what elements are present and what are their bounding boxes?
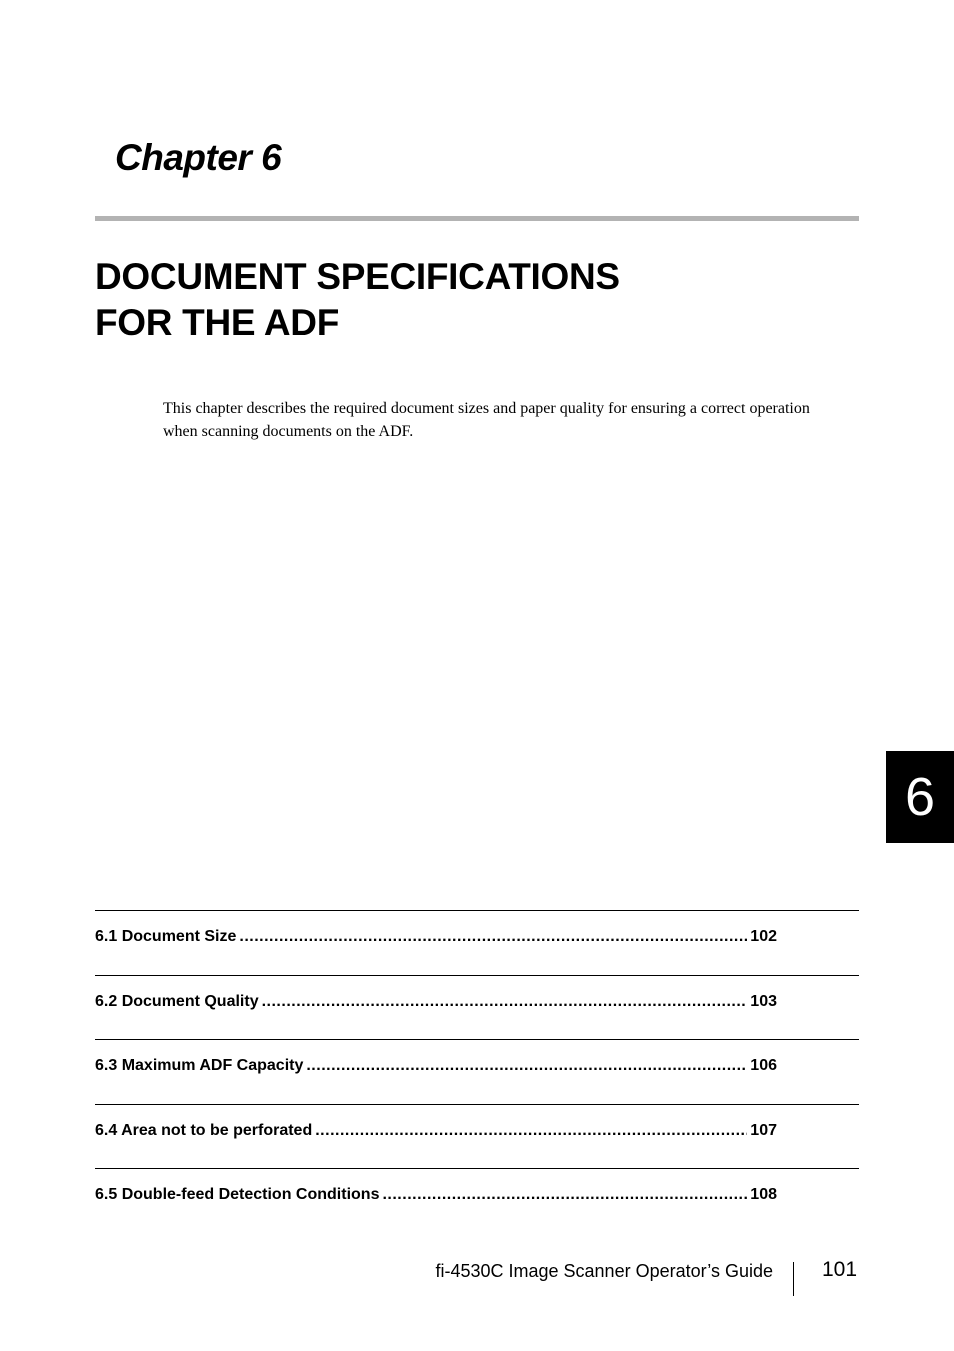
toc-item-page: 108: [750, 1186, 777, 1203]
chapter-intro: This chapter describes the required document sizes and paper quality for ensuring a correct operation when scanning documents on the ADF.: [163, 400, 810, 440]
toc-leader-dots: [382, 1185, 747, 1205]
toc-item-label: 6.4 Area not to be perforated: [95, 1121, 313, 1139]
toc-item-label: 6.5 Double-feed Detection Conditions: [95, 1186, 380, 1203]
toc-item[interactable]: [95, 1105, 859, 1169]
toc-item-label: 6.1 Document Size: [95, 928, 237, 945]
toc-leader-dots: [262, 992, 748, 1012]
toc-item-label: 6.2 Document Quality: [95, 992, 259, 1010]
chapter-label: Chapter 6: [115, 137, 282, 178]
chapter-divider: [95, 216, 859, 221]
toc-leader-dots: [239, 927, 747, 947]
chapter-title-line-1: DOCUMENT SPECIFICATIONS: [95, 256, 620, 297]
chapter-thumb-tab: 6: [886, 751, 954, 843]
toc-item-page: 103: [750, 992, 777, 1010]
footer-page-number: 101: [822, 1258, 858, 1281]
toc-item-page: 107: [750, 1121, 777, 1139]
toc-item-page: 106: [750, 1057, 777, 1074]
chapter-title: [95, 254, 620, 346]
toc-item[interactable]: [95, 911, 859, 975]
toc-item-page: 102: [750, 928, 777, 945]
toc-item-label: 6.3 Maximum ADF Capacity: [95, 1057, 304, 1074]
toc-leader-dots: [315, 1121, 747, 1141]
toc-leader-dots: [306, 1056, 747, 1076]
chapter-title-line-2: FOR THE ADF: [95, 302, 340, 343]
toc-item[interactable]: [95, 1169, 859, 1233]
table-of-contents: [95, 910, 859, 1233]
footer-guide-title: fi-4530C Image Scanner Operator’s Guide: [435, 1261, 773, 1281]
toc-item[interactable]: [95, 976, 859, 1040]
footer-divider: [793, 1262, 794, 1296]
toc-item[interactable]: [95, 1040, 859, 1104]
